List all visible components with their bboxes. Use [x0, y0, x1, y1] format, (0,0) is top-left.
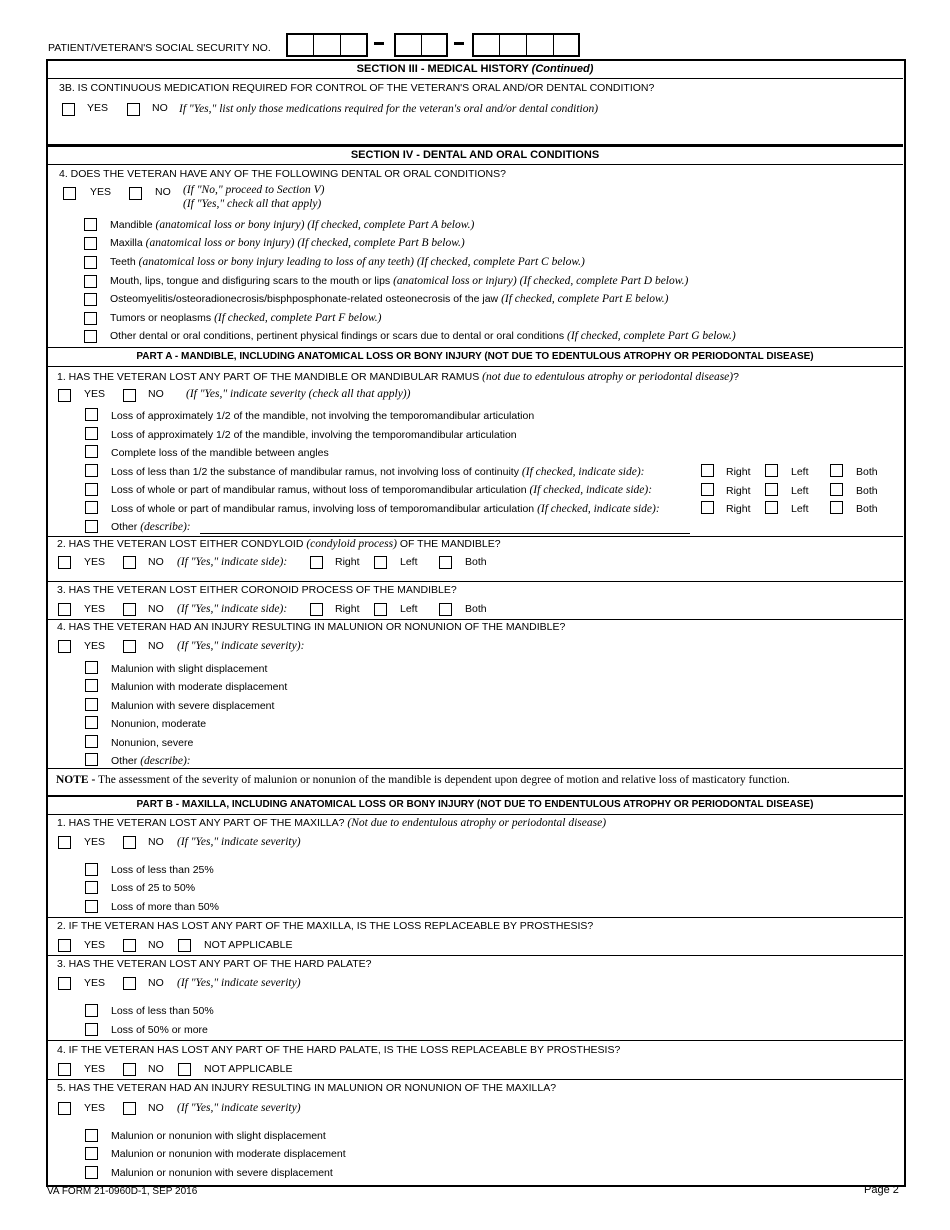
ramus-less-half-checkbox[interactable]: [85, 464, 98, 477]
part-b-q1-yes-checkbox[interactable]: [58, 836, 71, 849]
left-label: Left: [791, 485, 809, 497]
condition-other: Other dental or oral conditions, pertinent physical findings or scars due to dental or oral conditions (If checked, complete Part G below.): [110, 330, 736, 342]
maxilla-option: Loss of less than 25%: [111, 864, 214, 876]
malunion-moderate-checkbox[interactable]: [85, 679, 98, 692]
ssn-label: PATIENT/VETERAN'S SOCIAL SECURITY NO.: [48, 42, 271, 54]
form-id: VA FORM 21-0960D-1, SEP 2016: [47, 1186, 198, 1197]
yes-label: YES: [84, 640, 106, 652]
maxilla-malunion-severe-checkbox[interactable]: [85, 1166, 98, 1179]
left-checkbox[interactable]: [374, 603, 387, 616]
page-number: Page 2: [864, 1184, 899, 1196]
left-checkbox[interactable]: [765, 501, 778, 514]
not-applicable-label: NOT APPLICABLE: [204, 1063, 293, 1075]
part-b-title: PART B - MAXILLA, INCLUDING ANATOMICAL LOSS OR BONY INJURY (NOT DUE TO ENDENTULOUS ATROPHY OR PERIODONTAL DISEASE): [136, 799, 814, 810]
no-label: NO: [148, 640, 164, 652]
part-a-q4-no-checkbox[interactable]: [123, 640, 136, 653]
maxilla-malunion-option: Malunion or nonunion with slight displacement: [111, 1130, 326, 1142]
side-instruction: (If "Yes," indicate side):: [177, 556, 288, 568]
part-b-q3-no-checkbox[interactable]: [123, 977, 136, 990]
malunion-other-checkbox[interactable]: [85, 753, 98, 766]
q4-no-checkbox[interactable]: [129, 187, 142, 200]
part-a-q2: 2. HAS THE VETERAN LOST EITHER CONDYLOID (condyloid process) OF THE MANDIBLE?: [57, 538, 501, 550]
ssn-part2-input[interactable]: [394, 33, 448, 57]
part-b-q2-no-checkbox[interactable]: [123, 939, 136, 952]
right-checkbox[interactable]: [701, 464, 714, 477]
part-b-q2: 2. IF THE VETERAN HAS LOST ANY PART OF THE MAXILLA, IS THE LOSS REPLACEABLE BY PROSTHESIS?: [57, 920, 594, 932]
malunion-option: Malunion with slight displacement: [111, 663, 268, 675]
condition-mandible: Mandible (anatomical loss or bony injury) (If checked, complete Part A below.): [110, 219, 475, 231]
part-a-title: PART A - MANDIBLE, INCLUDING ANATOMICAL LOSS OR BONY INJURY (NOT DUE TO EDENTULOUS ATROPHY OR PERIODONTAL DISEASE): [136, 351, 814, 362]
yes-label: YES: [84, 939, 106, 951]
yes-label: YES: [84, 836, 106, 848]
ssn-part3-input[interactable]: [472, 33, 580, 57]
maxilla-loss-25-50-checkbox[interactable]: [85, 881, 98, 894]
no-label: NO: [148, 556, 164, 568]
yes-label: YES: [84, 1102, 106, 1114]
q4-instruction-yes: (If "Yes," check all that apply): [183, 198, 322, 210]
part-a-q3-no-checkbox[interactable]: [123, 603, 136, 616]
condition-maxilla: Maxilla (anatomical loss or bony injury) (If checked, complete Part B below.): [110, 237, 465, 249]
palate-loss-less-50-checkbox[interactable]: [85, 1004, 98, 1017]
ssn-part1-input[interactable]: [286, 33, 368, 57]
part-b-q3-yes-checkbox[interactable]: [58, 977, 71, 990]
palate-option: Loss of 50% or more: [111, 1024, 208, 1036]
mandible-option: Loss of approximately 1/2 of the mandible, involving the temporomandibular articulation: [111, 429, 517, 441]
severity-instruction: (If "Yes," indicate severity): [177, 977, 301, 989]
mandible-complete-loss-checkbox[interactable]: [85, 445, 98, 458]
both-checkbox[interactable]: [830, 501, 843, 514]
no-label: NO: [155, 186, 171, 198]
condition-osteomyelitis-checkbox[interactable]: [84, 293, 97, 306]
q4-question: 4. DOES THE VETERAN HAVE ANY OF THE FOLLOWING DENTAL OR ORAL CONDITIONS?: [59, 168, 506, 180]
yes-label: YES: [84, 603, 106, 615]
ssn-dash: [374, 42, 384, 45]
maxilla-malunion-slight-checkbox[interactable]: [85, 1129, 98, 1142]
both-label: Both: [856, 485, 878, 497]
part-b-q4: 4. IF THE VETERAN HAS LOST ANY PART OF THE HARD PALATE, IS THE LOSS REPLACEABLE BY PROSTHESIS?: [57, 1044, 621, 1056]
yes-label: YES: [90, 186, 112, 198]
no-label: NO: [148, 388, 164, 400]
both-label: Both: [465, 556, 487, 568]
right-checkbox[interactable]: [310, 556, 323, 569]
ramus-option: Loss of whole or part of mandibular ramus, involving loss of temporomandibular articulation (If checked, indicate side):: [111, 503, 660, 515]
left-checkbox[interactable]: [374, 556, 387, 569]
condition-teeth: Teeth (anatomical loss or bony injury leading to loss of any teeth) (If checked, complete Part C below.): [110, 256, 585, 268]
part-b-q1: 1. HAS THE VETERAN LOST ANY PART OF THE MAXILLA? (Not due to endentulous atrophy or periodontal disease): [57, 817, 607, 829]
part-a-q2-no-checkbox[interactable]: [123, 556, 136, 569]
q3b-no-checkbox[interactable]: [127, 103, 140, 116]
nonunion-option: Nonunion, moderate: [111, 718, 207, 730]
severity-instruction: (If "Yes," indicate severity):: [177, 640, 305, 652]
mandible-half-tma-checkbox[interactable]: [85, 427, 98, 440]
right-label: Right: [726, 485, 751, 497]
both-checkbox[interactable]: [439, 603, 452, 616]
left-label: Left: [791, 503, 809, 515]
yes-label: YES: [84, 388, 106, 400]
side-instruction: (If "Yes," indicate side):: [177, 603, 288, 615]
condition-osteomyelitis: Osteomyelitis/osteoradionecrosis/bisphposphonate-related osteonecrosis of the jaw (If checked, complete Part E below.): [110, 293, 669, 305]
no-label: NO: [148, 1063, 164, 1075]
ramus-with-tma-checkbox[interactable]: [85, 501, 98, 514]
right-label: Right: [335, 556, 360, 568]
left-label: Left: [791, 466, 809, 478]
left-checkbox[interactable]: [765, 464, 778, 477]
other-describe-line[interactable]: [200, 533, 690, 534]
ssn-dash: [454, 42, 464, 45]
q4-instruction-no: (If "No," proceed to Section V): [183, 184, 325, 196]
malunion-severe-checkbox[interactable]: [85, 698, 98, 711]
other-label: Other (describe):: [111, 755, 191, 767]
condition-mouth-checkbox[interactable]: [84, 275, 97, 288]
condition-tumors: Tumors or neoplasms (If checked, complete Part F below.): [110, 312, 382, 324]
q3b-instruction: If "Yes," list only those medications required for the veteran's oral and/or dental condition): [179, 103, 599, 115]
left-label: Left: [400, 603, 418, 615]
part-b-q5-yes-checkbox[interactable]: [58, 1102, 71, 1115]
not-applicable-label: NOT APPLICABLE: [204, 939, 293, 951]
mandible-half-not-tma-checkbox[interactable]: [85, 408, 98, 421]
condition-teeth-checkbox[interactable]: [84, 256, 97, 269]
maxilla-option: Loss of 25 to 50%: [111, 882, 196, 894]
part-b-q5-no-checkbox[interactable]: [123, 1102, 136, 1115]
both-label: Both: [465, 603, 487, 615]
part-a-q1: 1. HAS THE VETERAN LOST ANY PART OF THE MANDIBLE OR MANDIBULAR RAMUS (not due to edentulous atrophy or periodontal disease)?: [57, 371, 739, 383]
part-b-q5: 5. HAS THE VETERAN HAD AN INJURY RESULTING IN MALUNION OR NONUNION OF THE MAXILLA?: [57, 1082, 557, 1094]
palate-option: Loss of less than 50%: [111, 1005, 214, 1017]
nonunion-moderate-checkbox[interactable]: [85, 716, 98, 729]
palate-loss-50-more-checkbox[interactable]: [85, 1023, 98, 1036]
maxilla-option: Loss of more than 50%: [111, 901, 219, 913]
no-label: NO: [148, 603, 164, 615]
yes-label: YES: [84, 556, 106, 568]
right-label: Right: [726, 466, 751, 478]
right-label: Right: [335, 603, 360, 615]
q3b-question: 3B. IS CONTINUOUS MEDICATION REQUIRED FOR CONTROL OF THE VETERAN'S ORAL AND/OR DENTAL CONDITION?: [59, 82, 655, 94]
part-a-q4-yes-checkbox[interactable]: [58, 640, 71, 653]
maxilla-malunion-moderate-checkbox[interactable]: [85, 1147, 98, 1160]
part-a-q2-yes-checkbox[interactable]: [58, 556, 71, 569]
part-b-q2-yes-checkbox[interactable]: [58, 939, 71, 952]
mandible-option: Complete loss of the mandible between angles: [111, 447, 329, 459]
section-iii-title: SECTION III - MEDICAL HISTORY (Continued): [356, 63, 594, 75]
part-b-q4-yes-checkbox[interactable]: [58, 1063, 71, 1076]
part-b-q2-na-checkbox[interactable]: [178, 939, 191, 952]
part-b-q4-na-checkbox[interactable]: [178, 1063, 191, 1076]
part-b-q3: 3. HAS THE VETERAN LOST ANY PART OF THE HARD PALATE?: [57, 958, 372, 970]
no-label: NO: [152, 102, 168, 114]
right-checkbox[interactable]: [701, 483, 714, 496]
yes-label: YES: [87, 102, 109, 114]
condition-other-checkbox[interactable]: [84, 330, 97, 343]
part-a-q4: 4. HAS THE VETERAN HAD AN INJURY RESULTING IN MALUNION OR NONUNION OF THE MANDIBLE?: [57, 621, 566, 633]
part-a-q3: 3. HAS THE VETERAN LOST EITHER CORONOID PROCESS OF THE MANDIBLE?: [57, 584, 457, 596]
both-checkbox[interactable]: [830, 464, 843, 477]
part-a-q1-no-checkbox[interactable]: [123, 389, 136, 402]
malunion-option: Malunion with moderate displacement: [111, 681, 288, 693]
severity-instruction: (If "Yes," indicate severity): [177, 836, 301, 848]
no-label: NO: [148, 1102, 164, 1114]
no-label: NO: [148, 836, 164, 848]
maxilla-malunion-option: Malunion or nonunion with moderate displacement: [111, 1148, 346, 1160]
maxilla-loss-more-50-checkbox[interactable]: [85, 900, 98, 913]
ramus-option: Loss of whole or part of mandibular ramus, without loss of temporomandibular articulation (If checked, indicate side):: [111, 484, 653, 496]
nonunion-severe-checkbox[interactable]: [85, 735, 98, 748]
left-label: Left: [400, 556, 418, 568]
left-checkbox[interactable]: [765, 483, 778, 496]
mandible-note: NOTE - The assessment of the severity of malunion or nonunion of the mandible is dependent upon degree of motion and relative loss of masticatory function.: [56, 774, 790, 786]
both-label: Both: [856, 466, 878, 478]
maxilla-malunion-option: Malunion or nonunion with severe displacement: [111, 1167, 333, 1179]
part-a-q1-yes-checkbox[interactable]: [58, 389, 71, 402]
severity-instruction: (If "Yes," indicate severity): [177, 1102, 301, 1114]
condition-mandible-checkbox[interactable]: [84, 218, 97, 231]
condition-maxilla-checkbox[interactable]: [84, 237, 97, 250]
both-label: Both: [856, 503, 878, 515]
malunion-slight-checkbox[interactable]: [85, 661, 98, 674]
mandible-other-checkbox[interactable]: [85, 520, 98, 533]
part-b-q1-no-checkbox[interactable]: [123, 836, 136, 849]
q4-yes-checkbox[interactable]: [63, 187, 76, 200]
ramus-option: Loss of less than 1/2 the substance of mandibular ramus, not involving loss of continuity (If checked, indicate side):: [111, 466, 645, 478]
right-label: Right: [726, 503, 751, 515]
right-checkbox[interactable]: [310, 603, 323, 616]
part-a-q1-instruction: (If "Yes," indicate severity (check all that apply)): [186, 388, 411, 400]
malunion-option: Malunion with severe displacement: [111, 700, 275, 712]
condition-tumors-checkbox[interactable]: [84, 312, 97, 325]
no-label: NO: [148, 939, 164, 951]
condition-mouth: Mouth, lips, tongue and disfiguring scars to the mouth or lips (anatomical loss or injury) (If checked, complete Part D below.): [110, 275, 689, 287]
both-checkbox[interactable]: [439, 556, 452, 569]
ramus-without-tma-checkbox[interactable]: [85, 483, 98, 496]
part-b-q4-no-checkbox[interactable]: [123, 1063, 136, 1076]
nonunion-option: Nonunion, severe: [111, 737, 194, 749]
mandible-option: Loss of approximately 1/2 of the mandible, not involving the temporomandibular articulation: [111, 410, 535, 422]
right-checkbox[interactable]: [701, 501, 714, 514]
yes-label: YES: [84, 977, 106, 989]
both-checkbox[interactable]: [830, 483, 843, 496]
yes-label: YES: [84, 1063, 106, 1075]
section-iv-title: SECTION IV - DENTAL AND ORAL CONDITIONS: [350, 149, 600, 161]
maxilla-loss-less-25-checkbox[interactable]: [85, 863, 98, 876]
part-a-q3-yes-checkbox[interactable]: [58, 603, 71, 616]
q3b-yes-checkbox[interactable]: [62, 103, 75, 116]
no-label: NO: [148, 977, 164, 989]
other-label: Other (describe):: [111, 521, 191, 533]
